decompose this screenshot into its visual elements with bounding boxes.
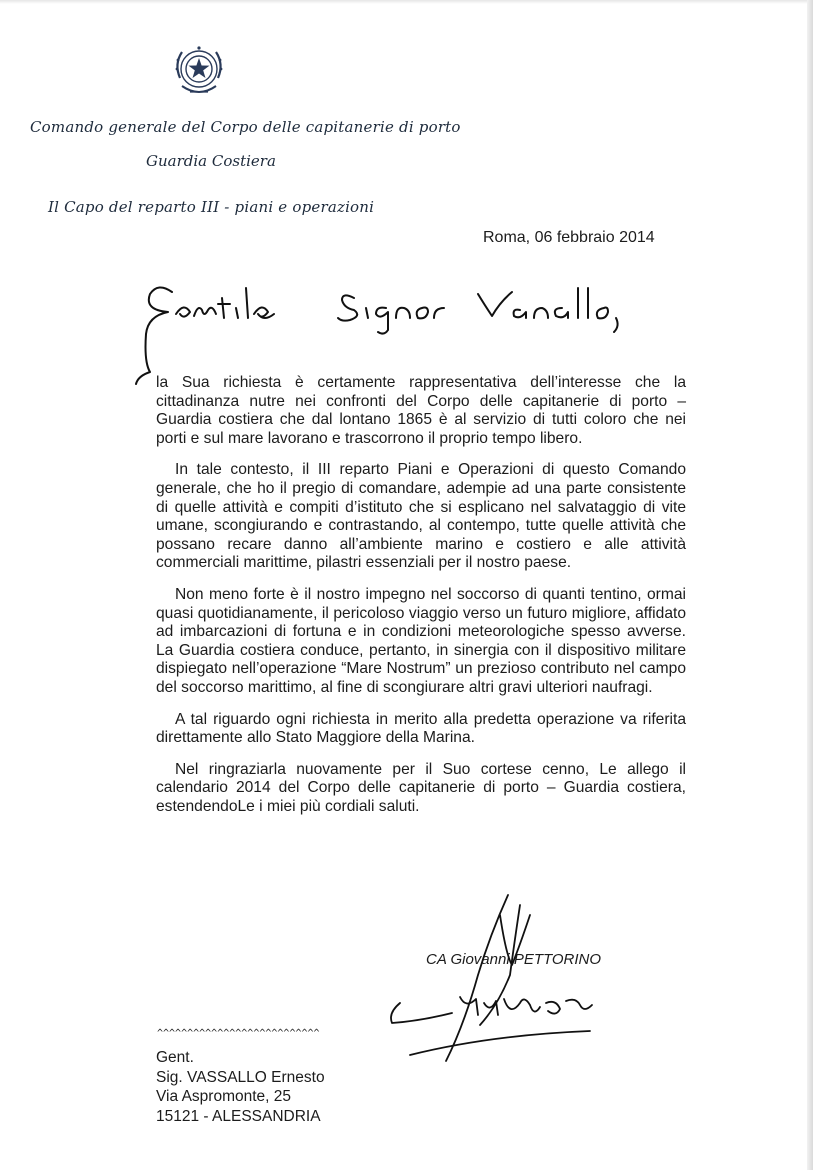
body-paragraph: Non meno forte è il nostro impegno nel soccorso di quanti tentino, ormai quasi quotidianamente, il pericoloso viaggio verso un futuro migliore, affidato ad imbarcazioni di fortuna e in condizioni meteorologiche spesso avverse. La Guardia costiera conduce, pertanto, in sinergia con il dispositivo militare dispiegato nell’operazione “Mare Nostrum” un prezioso contributo nel campo del soccorso marittimo, al fine di scongiurare altri gravi ulteriori naufragi.	[156, 585, 686, 696]
letterhead-coast-guard: Guardia Costiera	[146, 152, 276, 170]
recipient-city: 15121 - ALESSANDRIA	[156, 1107, 321, 1125]
signer-name: CA Giovanni PETTORINO	[426, 951, 602, 968]
body-paragraph: A tal riguardo ogni richiesta in merito alla predetta operazione va riferita direttamente allo Stato Maggiore della Marina.	[156, 710, 686, 747]
recipient-name: Sig. VASSALLO Ernesto	[156, 1068, 325, 1086]
letter-date: Roma, 06 febbraio 2014	[483, 229, 655, 246]
handwritten-signature	[380, 885, 610, 1075]
body-paragraph: In tale contesto, il III reparto Piani e Operazioni di questo Comando generale, che ho il pregio di comandare, adempie ad una parte consistente di quelle attività e compiti d’istituto che si esplicano nel salvataggio di vite umane, scongiurando e contrastando, al contempo, tutte quelle attività che possano recare danno all’ambiente marino e costiero e alle attività commerciali marittime, pilastri essenziali per il nostro paese.	[156, 461, 686, 572]
page-right-edge	[807, 0, 813, 1170]
letterhead-command: Comando generale del Corpo delle capitanerie di porto	[30, 118, 461, 136]
recipient-address	[156, 1048, 325, 1126]
body-paragraph: Nel ringraziarla nuovamente per il Suo cortese cenno, Le allego il calendario 2014 del Corpo delle capitanerie di porto – Guardia costiera, estendendoLe i miei più cordiali saluti.	[156, 760, 686, 815]
recipient-street: Via Aspromonte, 25	[156, 1088, 291, 1105]
recipient-salutation: Gent.	[156, 1049, 194, 1066]
separator-line: ^^^^^^^^^^^^^^^^^^^^^^^^^^^	[157, 1028, 320, 1039]
letter-body	[156, 374, 686, 829]
letterhead-department: Il Capo del reparto III - piani e operazioni	[48, 198, 375, 216]
body-paragraph: la Sua richiesta è certamente rappresentativa dell’interesse che la cittadinanza nutre nei confronti del Corpo delle capitanerie di porto – Guardia costiera che dal lontano 1865 è al servizio di tutti coloro che nei porti e sul mare lavorano e trascorrono il proprio tempo libero.	[156, 374, 686, 447]
republic-emblem-icon	[170, 42, 228, 102]
page-top-edge	[0, 0, 813, 4]
